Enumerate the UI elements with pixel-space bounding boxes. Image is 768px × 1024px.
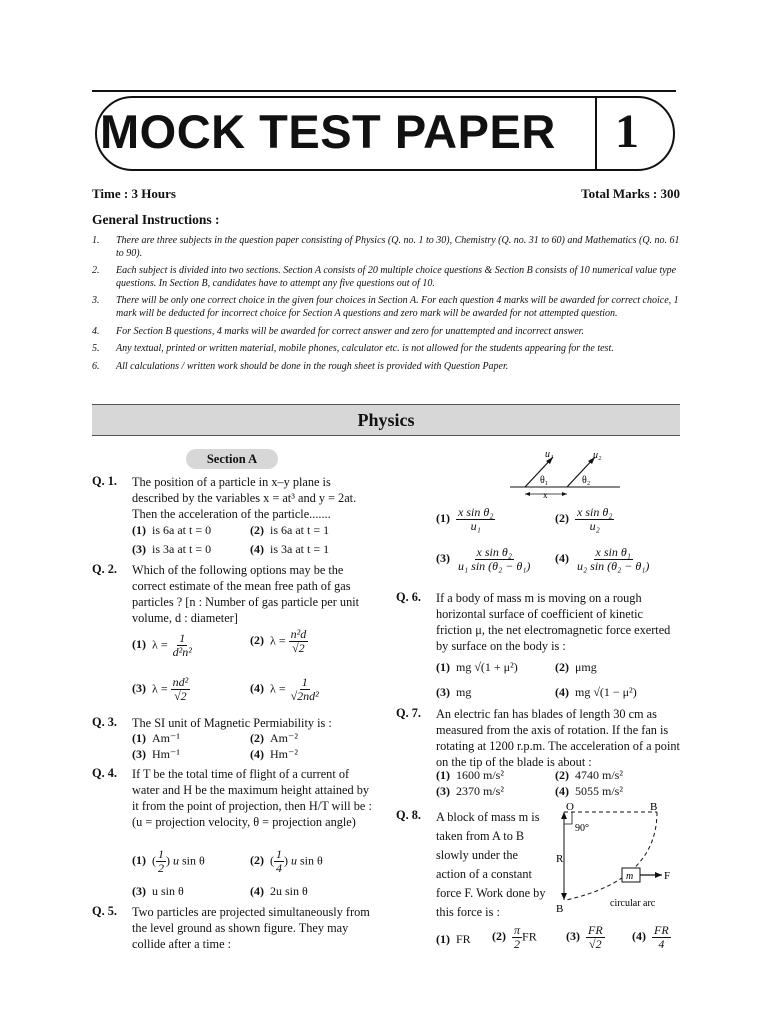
q8-option-1[interactable]: (1) FR [436, 932, 471, 946]
q5-option-2[interactable]: (2) $\frac{\text{x sin θ₂}}{\text{u₂}}$ [555, 505, 613, 533]
q2-option-2[interactable]: (2) λ = $\frac{\text{n²d}}{√2}$ [250, 627, 307, 655]
q5-projectile-figure [505, 447, 630, 499]
q6-text: If a body of mass m is moving on a rough horizontal surface of coefficient of kinetic friction μ, the net electromagnetic force exerted by surface on the body is : [436, 591, 671, 653]
q4-number: Q. 4. [92, 766, 117, 780]
q1-option-3[interactable]: (3) is 3a at t = 0 [132, 542, 212, 556]
theta2-label: θ₂ [582, 475, 591, 486]
instruction-item: 3. There will be only one correct choice in the given four choices in Section A. For each question 4 marks will be awarded for correct choice, 1 mark will be deducted for incorrect choice for Section A questions and zero mark will be awarded for not attempted question. [92, 295, 679, 319]
q4-option-2[interactable]: (2) ( $\frac{1}{4}$ ) u sin θ [250, 847, 323, 875]
instruction-item: 4. For Section B questions, 4 marks will be awarded for correct answer and zero for unattempted and incorrect answer. [92, 325, 584, 337]
label-B-top: B [650, 801, 658, 813]
q2-option-3[interactable]: (3) λ = $\frac{\text{nd²}}{√2}$ [132, 675, 189, 703]
q1-option-4[interactable]: (4) is 3a at t = 1 [250, 542, 330, 556]
q5-number: Q. 5. [92, 904, 117, 918]
q5-option-4[interactable]: (4) $\frac{\text{x sin θ₁}}{\text{u₂ sin (θ₂ − θ₁)}}$ [555, 545, 650, 573]
q1-option-1[interactable]: (1) is 6a at t = 0 [132, 523, 212, 537]
q5-text: Two particles are projected simultaneously from the level ground as shown figure. They may collide after a time : [132, 905, 370, 951]
q7-option-2[interactable]: (2) 4740 m/s² [555, 768, 623, 782]
q3-number: Q. 3. [92, 715, 117, 729]
q2-number: Q. 2. [92, 562, 117, 576]
q4-option-3[interactable]: (3) u sin θ [132, 884, 184, 898]
force-label: F [664, 870, 671, 882]
q6-option-1[interactable]: (1) mg √(1 + μ²) [436, 660, 518, 674]
q3-option-3[interactable]: (3) Hm⁻¹ [132, 747, 180, 761]
header-rule [92, 90, 676, 92]
q1-number: Q. 1. [92, 474, 117, 488]
q1-option-2[interactable]: (2) is 6a at t = 1 [250, 523, 330, 537]
q3-text: The SI unit of Magnetic Permiability is : [132, 716, 332, 730]
instruction-item: 6. All calculations / written work should be done in the rough sheet is provided with Question Paper. [92, 360, 509, 372]
q8-number: Q. 8. [396, 808, 421, 822]
q2-option-1[interactable]: (1) λ = $\frac{1}{\text{d²n²}}$ [132, 631, 192, 659]
q7-number: Q. 7. [396, 706, 421, 720]
u1-label: u₁ [545, 449, 554, 460]
instruction-item: 5. Any textual, printed or written material, mobile phones, calculator etc. is not allowed for the students appearing for the test. [92, 343, 614, 355]
q1-text: The position of a particle in x–y plane is described by the variables x = at³ and y = 2at. Then the acceleration of the particle....... [132, 475, 357, 521]
time-label: Time : 3 Hours [92, 186, 176, 201]
label-O: O [566, 801, 574, 813]
q8-text: A block of mass m is taken from A to B slowly under the action of a constant force F. Work done by this force is : [436, 810, 546, 919]
section-label: Section A [186, 449, 278, 469]
instructions-list [92, 235, 680, 378]
q5-option-3[interactable]: (3) $\frac{\text{x sin θ₂}}{\text{u₁ sin (θ₂ − θ₁)}}$ [436, 545, 531, 573]
subject-title: Physics [357, 410, 415, 430]
q5-option-1[interactable]: (1) $\frac{\text{x sin θ₂}}{\text{u₁}}$ [436, 505, 494, 533]
arc-label: circular arc [610, 898, 656, 909]
q7-option-1[interactable]: (1) 1600 m/s² [436, 768, 504, 782]
q8-circular-arc-figure [552, 800, 682, 915]
q3-option-4[interactable]: (4) Hm⁻² [250, 747, 298, 761]
total-marks-label: Total Marks : 300 [581, 186, 680, 201]
theta1-label: θ₁ [540, 475, 549, 486]
q3-option-1[interactable]: (1) Am⁻¹ [132, 731, 180, 745]
q8-option-4[interactable]: (4) $\frac{FR}{4}$ [632, 923, 669, 951]
q4-option-1[interactable]: (1) ( $\frac{1}{2}$ ) u sin θ [132, 847, 205, 875]
subject-banner [92, 404, 680, 436]
q8-option-3[interactable]: (3) $\frac{FR}{√2}$ [566, 923, 603, 951]
q6-option-2[interactable]: (2) μmg [555, 660, 597, 674]
q7-option-4[interactable]: (4) 5055 m/s² [555, 784, 623, 798]
title-divider [595, 98, 597, 170]
q8-option-2[interactable]: (2) $\frac{\pi}{2}$ FR [492, 923, 537, 951]
u2-label: u₂ [593, 450, 602, 461]
x-label: x [543, 490, 548, 499]
q4-option-4[interactable]: (4) 2u sin θ [250, 884, 308, 898]
label-B-bottom: B [556, 903, 564, 915]
q2-option-4[interactable]: (4) λ = $\frac{1}{\text{√2nd²}}$ [250, 675, 319, 703]
q6-option-4[interactable]: (4) mg √(1 − μ²) [555, 685, 637, 699]
q4-text: If T be the total time of flight of a current of water and H be the maximum height attained by it from the point of projection, then H/T will be : (u = projection velocity, θ = projection angle) [132, 767, 372, 829]
instructions-heading: General Instructions : [92, 212, 220, 227]
angle-label: 90° [575, 823, 589, 834]
q6-option-3[interactable]: (3) mg [436, 685, 472, 699]
q7-option-3[interactable]: (3) 2370 m/s² [436, 784, 504, 798]
q2-text: Which of the following options may be the correct estimate of the mean free path of gas particles ? [n : Number of gas particle per unit volume, d : diameter] [132, 563, 360, 625]
q3-option-2[interactable]: (2) Am⁻² [250, 731, 298, 745]
instruction-item: 1. There are three subjects in the question paper consisting of Physics (Q. no. 1 to 30), Chemistry (Q. no. 31 to 60) and Mathematics (Q. no. 61 to 90). [92, 235, 680, 259]
instruction-item: 2. Each subject is divided into two sections. Section A consists of 20 multiple choice questions & Section B consists of 10 numerical value type questions. In Section B, candidates have to attempt any five questions out of 10. [92, 265, 677, 289]
page-title: MOCK TEST PAPER [100, 105, 556, 158]
mass-label: m [626, 871, 634, 882]
paper-number: 1 [615, 105, 639, 158]
q6-number: Q. 6. [396, 590, 421, 604]
label-R: R [556, 853, 564, 865]
q7-text: An electric fan has blades of length 30 cm as measured from the axis of rotation. If the fan is rotating at 1200 r.p.m. The acceleration of a point on the tip of the blade is about : [436, 707, 680, 769]
